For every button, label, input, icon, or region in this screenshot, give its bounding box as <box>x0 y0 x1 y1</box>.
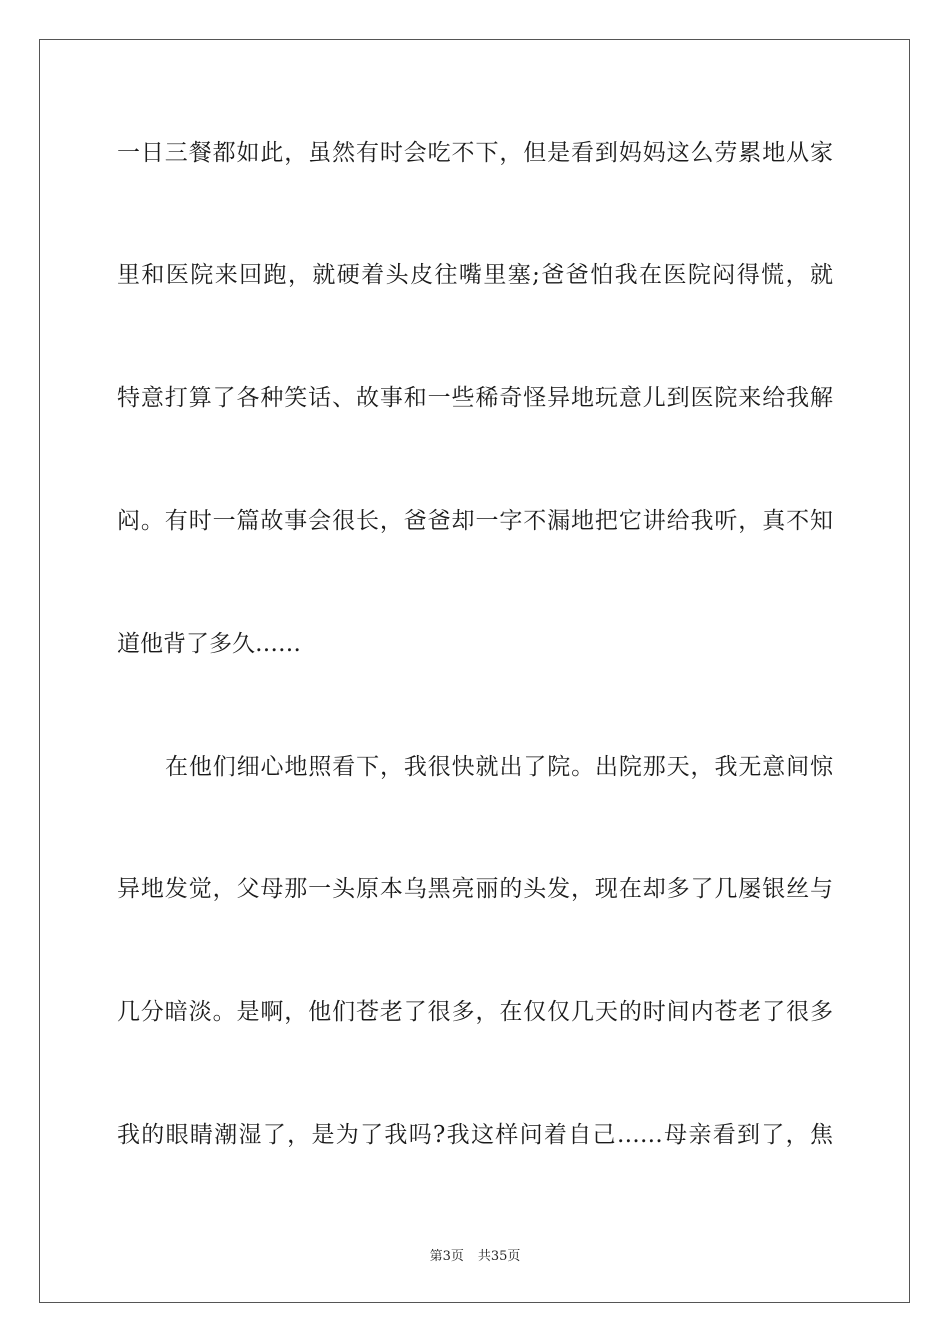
text-line-9: 我的眼睛潮湿了，是为了我吗?我这样问着自己……母亲看到了，焦 <box>117 1122 833 1148</box>
page-border <box>39 39 910 1303</box>
page-footer <box>0 1248 950 1266</box>
text-line-2: 里和医院来回跑，就硬着头皮往嘴里塞;爸爸怕我在医院闷得慌，就 <box>117 262 833 288</box>
page-number: 第3页 <box>429 1249 464 1264</box>
text-line-4: 闷。有时一篇故事会很长，爸爸却一字不漏地把它讲给我听，真不知 <box>117 508 833 534</box>
text-line-3: 特意打算了各种笑话、故事和一些稀奇怪异地玩意儿到医院来给我解 <box>117 385 833 411</box>
text-line-7: 异地发觉，父母那一头原本乌黑亮丽的头发，现在却多了几屡银丝与 <box>117 876 833 902</box>
total-pages: 共35页 <box>477 1249 521 1264</box>
text-line-8: 几分暗淡。是啊，他们苍老了很多，在仅仅几天的时间内苍老了很多 <box>117 999 833 1025</box>
text-line-1: 一日三餐都如此，虽然有时会吃不下，但是看到妈妈这么劳累地从家 <box>117 140 833 166</box>
text-line-6: 在他们细心地照看下，我很快就出了院。出院那天，我无意间惊 <box>165 754 833 780</box>
text-line-5: 道他背了多久…… <box>117 631 301 657</box>
